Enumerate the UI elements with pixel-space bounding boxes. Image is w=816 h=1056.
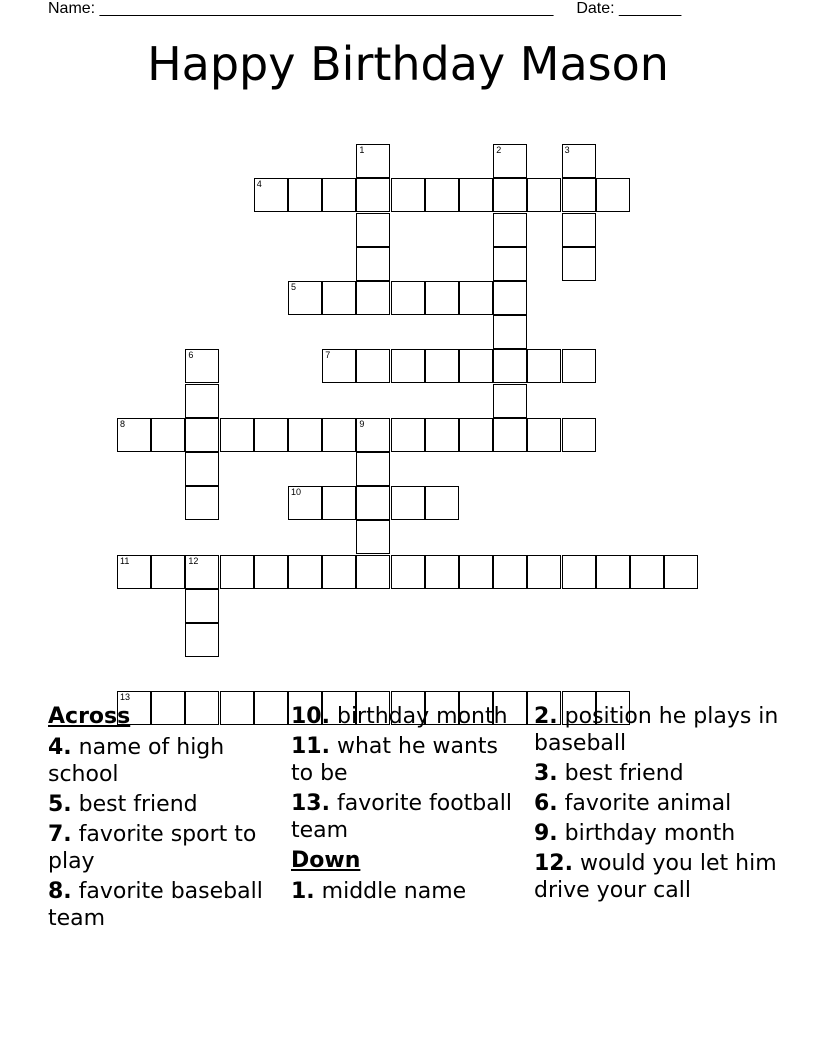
date-blank[interactable]: _______ bbox=[619, 0, 682, 17]
clue-number-label: 13 bbox=[120, 692, 131, 703]
clue-number-label: 6 bbox=[188, 350, 194, 361]
crossword-cell[interactable] bbox=[562, 144, 596, 178]
crossword-cell[interactable] bbox=[493, 178, 527, 212]
down-clue bbox=[534, 760, 784, 787]
crossword-cell[interactable] bbox=[117, 555, 151, 589]
crossword-cell[interactable] bbox=[493, 213, 527, 247]
crossword-cell[interactable] bbox=[425, 281, 459, 315]
crossword-cell[interactable] bbox=[322, 349, 356, 383]
clue-text: name of high school bbox=[48, 735, 225, 787]
crossword-cell[interactable] bbox=[254, 555, 288, 589]
crossword-cell[interactable] bbox=[459, 349, 493, 383]
clue-column-2 bbox=[291, 703, 521, 908]
crossword-cell[interactable] bbox=[493, 247, 527, 281]
clue-text: would you let him drive your call bbox=[534, 851, 777, 903]
clue-text: favorite animal bbox=[564, 791, 732, 816]
crossword-cell[interactable] bbox=[493, 144, 527, 178]
crossword-cell[interactable] bbox=[185, 486, 219, 520]
crossword-cell[interactable] bbox=[151, 418, 185, 452]
crossword-cell[interactable] bbox=[356, 247, 390, 281]
down-clue bbox=[534, 703, 784, 757]
across-clue bbox=[48, 821, 278, 875]
crossword-cell[interactable] bbox=[322, 486, 356, 520]
crossword-cell[interactable] bbox=[151, 555, 185, 589]
crossword-cell[interactable] bbox=[425, 555, 459, 589]
clue-text: middle name bbox=[321, 879, 467, 904]
clue-number: 7. bbox=[48, 822, 72, 847]
clue-number: 1. bbox=[291, 879, 315, 904]
date-label: Date: bbox=[576, 0, 615, 17]
crossword-cell[interactable] bbox=[185, 452, 219, 486]
clue-number-label: 1 bbox=[359, 145, 365, 156]
crossword-cell[interactable] bbox=[356, 555, 390, 589]
clue-text: favorite football team bbox=[291, 791, 512, 843]
crossword-cell[interactable] bbox=[391, 555, 425, 589]
crossword-cell[interactable] bbox=[254, 178, 288, 212]
crossword-cell[interactable] bbox=[254, 418, 288, 452]
clue-number: 12. bbox=[534, 851, 573, 876]
crossword-cell[interactable] bbox=[459, 178, 493, 212]
across-clue bbox=[48, 791, 278, 818]
crossword-cell[interactable] bbox=[356, 486, 390, 520]
clue-number-label: 7 bbox=[325, 350, 331, 361]
across-heading: Across bbox=[48, 704, 131, 729]
clue-text: best friend bbox=[78, 792, 198, 817]
crossword-cell[interactable] bbox=[596, 178, 630, 212]
crossword-cell[interactable] bbox=[356, 520, 390, 554]
crossword-cell[interactable] bbox=[596, 555, 630, 589]
clue-number-label: 10 bbox=[291, 487, 302, 498]
crossword-cell[interactable] bbox=[185, 589, 219, 623]
clue-number-label: 11 bbox=[120, 555, 130, 566]
crossword-cell[interactable] bbox=[459, 418, 493, 452]
crossword-cell[interactable] bbox=[322, 281, 356, 315]
across-clue bbox=[291, 703, 521, 730]
crossword-cell[interactable] bbox=[322, 178, 356, 212]
clue-number: 13. bbox=[291, 791, 330, 816]
crossword-cell[interactable] bbox=[356, 281, 390, 315]
crossword-cell[interactable] bbox=[356, 452, 390, 486]
down-clue bbox=[291, 878, 521, 905]
name-label: Name: bbox=[48, 0, 96, 17]
crossword-cell[interactable] bbox=[356, 349, 390, 383]
crossword-cell[interactable] bbox=[356, 418, 390, 452]
crossword-cell[interactable] bbox=[425, 349, 459, 383]
clue-number-label: 5 bbox=[291, 282, 297, 292]
clue-number: 6. bbox=[534, 791, 558, 816]
down-clue bbox=[534, 820, 784, 847]
crossword-cell[interactable] bbox=[356, 178, 390, 212]
crossword-cell[interactable] bbox=[562, 349, 596, 383]
crossword-cell[interactable] bbox=[185, 349, 219, 383]
crossword-cell[interactable] bbox=[562, 213, 596, 247]
clue-number-label: 4 bbox=[256, 179, 262, 190]
clue-number: 10. bbox=[291, 704, 330, 729]
clue-number: 5. bbox=[48, 792, 72, 817]
crossword-cell[interactable] bbox=[527, 555, 561, 589]
crossword-cell[interactable] bbox=[527, 349, 561, 383]
clue-text: best friend bbox=[564, 761, 684, 786]
clue-number-label: 9 bbox=[359, 418, 365, 429]
crossword-cell[interactable] bbox=[493, 349, 527, 383]
crossword-cell[interactable] bbox=[664, 555, 698, 589]
across-clue bbox=[48, 878, 278, 932]
crossword-cell[interactable] bbox=[425, 418, 459, 452]
across-clue bbox=[291, 790, 521, 844]
crossword-cell[interactable] bbox=[322, 555, 356, 589]
clue-number: 3. bbox=[534, 761, 558, 786]
clue-text: what he wants to be bbox=[291, 734, 498, 786]
crossword-cell[interactable] bbox=[527, 178, 561, 212]
name-blank[interactable]: ___________________________________________________ bbox=[99, 0, 554, 17]
clue-number: 8. bbox=[48, 879, 72, 904]
crossword-cell[interactable] bbox=[391, 178, 425, 212]
crossword-cell[interactable] bbox=[220, 555, 254, 589]
clue-column-1 bbox=[48, 703, 278, 935]
crossword-cell[interactable] bbox=[185, 384, 219, 418]
crossword-cell[interactable] bbox=[630, 555, 664, 589]
crossword-cell[interactable] bbox=[117, 418, 151, 452]
clue-number-label: 12 bbox=[188, 555, 199, 566]
crossword-cell[interactable] bbox=[562, 247, 596, 281]
clue-text: position he plays in baseball bbox=[534, 704, 779, 756]
crossword-cell[interactable] bbox=[527, 418, 561, 452]
crossword-cell[interactable] bbox=[391, 349, 425, 383]
down-clue bbox=[534, 850, 784, 904]
crossword-cell[interactable] bbox=[391, 281, 425, 315]
crossword-cell[interactable] bbox=[493, 315, 527, 349]
crossword-cell[interactable] bbox=[220, 418, 254, 452]
crossword-cell[interactable] bbox=[493, 281, 527, 315]
clue-column-3 bbox=[534, 703, 784, 907]
crossword-cell[interactable] bbox=[493, 555, 527, 589]
across-clue bbox=[291, 733, 521, 787]
crossword-cell[interactable] bbox=[493, 384, 527, 418]
crossword-cell[interactable] bbox=[459, 281, 493, 315]
crossword-cell[interactable] bbox=[288, 418, 322, 452]
crossword-cell[interactable] bbox=[391, 486, 425, 520]
crossword-cell[interactable] bbox=[288, 281, 322, 315]
crossword-cell[interactable] bbox=[288, 555, 322, 589]
crossword-cell[interactable] bbox=[185, 418, 219, 452]
down-clue bbox=[534, 790, 784, 817]
clue-text: birthday month bbox=[564, 821, 736, 846]
clue-number-label: 8 bbox=[120, 418, 126, 429]
clue-number: 4. bbox=[48, 735, 72, 760]
crossword-cell[interactable] bbox=[562, 418, 596, 452]
crossword-cell[interactable] bbox=[425, 486, 459, 520]
page-title: Happy Birthday Mason bbox=[147, 37, 669, 91]
across-clue bbox=[48, 734, 278, 788]
clue-number-label: 2 bbox=[496, 145, 502, 156]
crossword-cell[interactable] bbox=[356, 213, 390, 247]
clue-text: favorite sport to play bbox=[48, 822, 257, 874]
crossword-cell[interactable] bbox=[425, 178, 459, 212]
crossword-cell[interactable] bbox=[562, 555, 596, 589]
crossword-cell[interactable] bbox=[562, 178, 596, 212]
crossword-cell[interactable] bbox=[288, 486, 322, 520]
crossword-cell[interactable] bbox=[391, 418, 425, 452]
crossword-cell[interactable] bbox=[356, 144, 390, 178]
clue-text: favorite baseball team bbox=[48, 879, 263, 931]
crossword-cell[interactable] bbox=[322, 418, 356, 452]
clue-text: birthday month bbox=[336, 704, 508, 729]
crossword-cell[interactable] bbox=[459, 555, 493, 589]
crossword-cell[interactable] bbox=[185, 623, 219, 657]
crossword-cell[interactable] bbox=[288, 178, 322, 212]
clue-number-label: 3 bbox=[564, 145, 570, 156]
clue-number: 9. bbox=[534, 821, 558, 846]
down-heading: Down bbox=[291, 848, 361, 873]
clue-number: 11. bbox=[291, 734, 330, 759]
crossword-cell[interactable] bbox=[493, 418, 527, 452]
clue-number: 2. bbox=[534, 704, 558, 729]
crossword-cell[interactable] bbox=[185, 555, 219, 589]
